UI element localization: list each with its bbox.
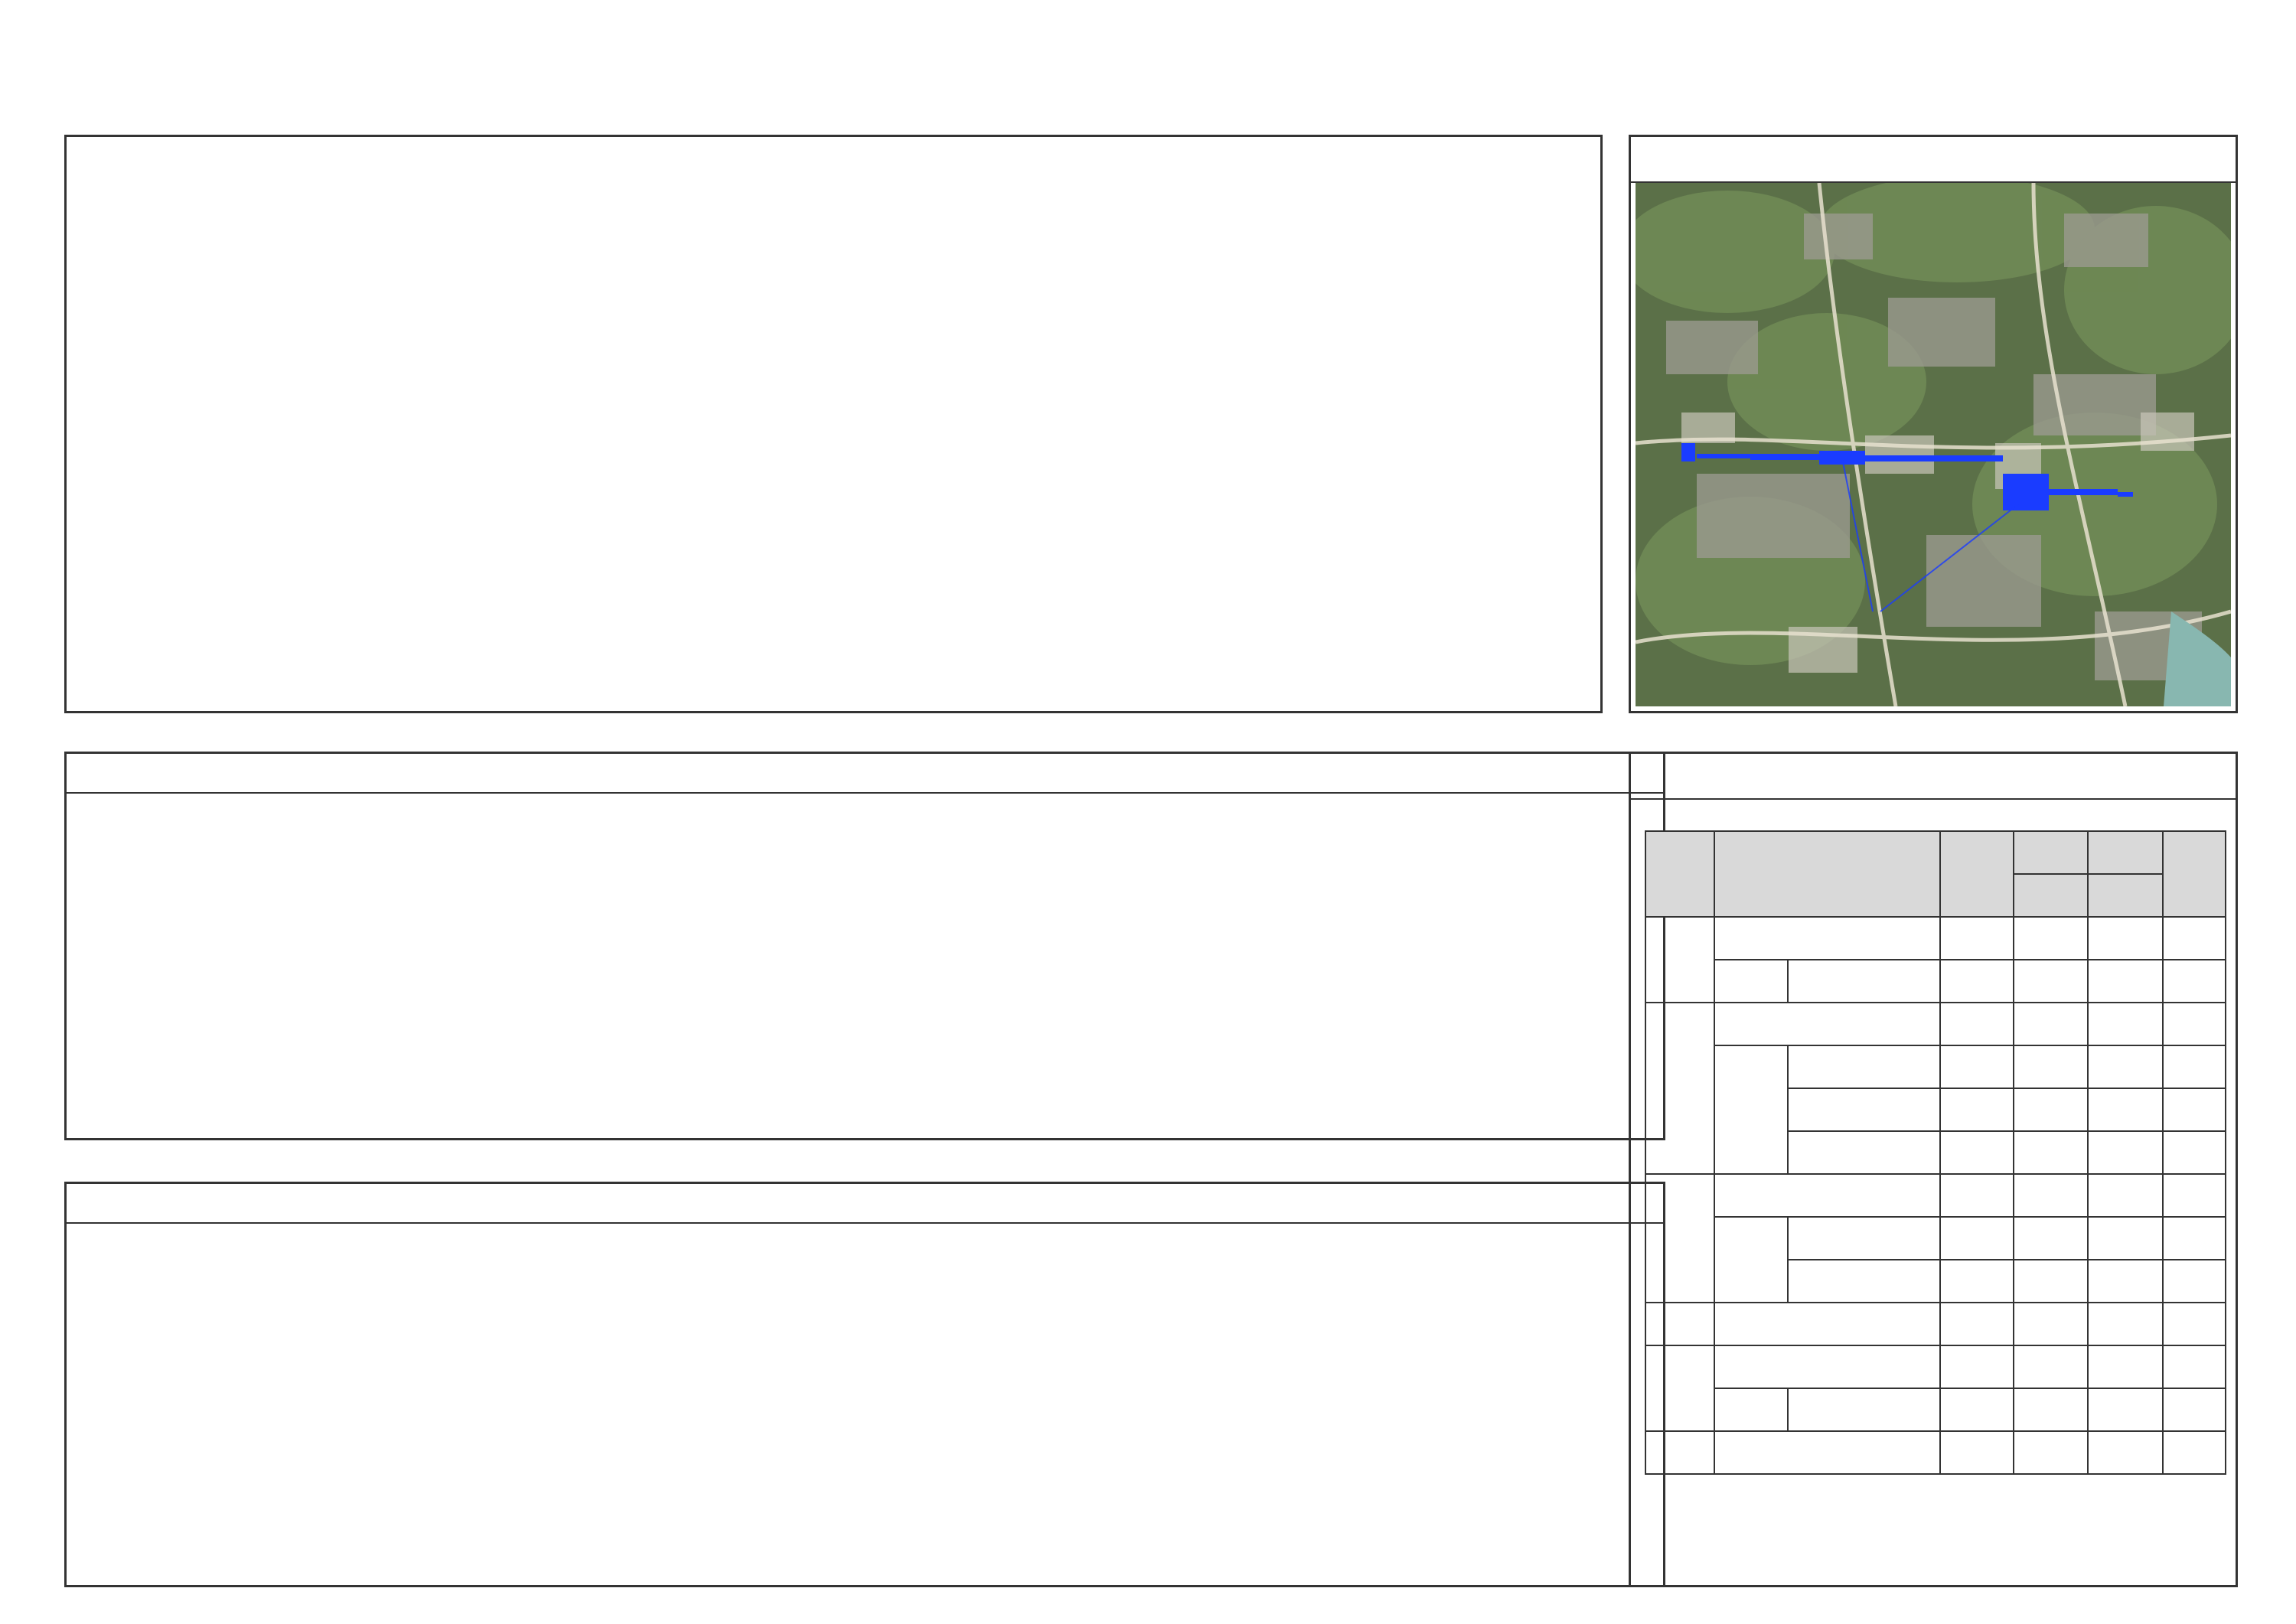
row-diff xyxy=(2163,1045,2226,1088)
location-map-title xyxy=(1631,137,2236,183)
table-row xyxy=(1645,917,2226,960)
row-no xyxy=(1645,1303,1714,1345)
table-row xyxy=(1645,1345,2226,1388)
table-row xyxy=(1645,1388,2226,1431)
row-before xyxy=(2014,1345,2089,1388)
row-after xyxy=(2088,1260,2163,1303)
row-diff xyxy=(2163,1217,2226,1260)
row-name xyxy=(1788,1217,1940,1260)
notice-panel xyxy=(64,135,1603,713)
row-after xyxy=(2088,1131,2163,1174)
row-diff xyxy=(2163,1174,2226,1217)
table-row xyxy=(1645,1303,2226,1345)
table-row xyxy=(1645,1174,2226,1217)
row-name xyxy=(1714,1345,1940,1388)
row-sub-label xyxy=(1714,1217,1788,1303)
row-code xyxy=(1940,960,2014,1003)
row-before xyxy=(2014,1174,2089,1217)
row-code xyxy=(1940,1303,2014,1345)
row-no xyxy=(1645,917,1714,1003)
row-no xyxy=(1645,1345,1714,1431)
row-after xyxy=(2088,1303,2163,1345)
row-after xyxy=(2088,917,2163,960)
row-name xyxy=(1788,1088,1940,1131)
comparison-table xyxy=(1645,830,2226,1475)
table-row xyxy=(1645,1003,2226,1045)
header-area xyxy=(2088,831,2163,874)
row-code xyxy=(1940,1217,2014,1260)
satellite-image-graphic xyxy=(1636,183,2231,706)
row-no xyxy=(1645,1174,1714,1303)
header-area xyxy=(2014,831,2089,874)
row-name xyxy=(1788,960,1940,1003)
before-land-use-map xyxy=(71,795,1655,1136)
row-no xyxy=(1645,1431,1714,1474)
row-diff xyxy=(2163,960,2226,1003)
row-name xyxy=(1714,1303,1940,1345)
row-diff xyxy=(2163,1345,2226,1388)
header-no xyxy=(1645,831,1714,917)
after-land-use-map xyxy=(71,1225,1655,1583)
row-name xyxy=(1714,917,1940,960)
row-sub-label xyxy=(1714,960,1788,1003)
comparison-table-panel xyxy=(1629,752,2238,1587)
row-before xyxy=(2014,1303,2089,1345)
row-diff xyxy=(2163,1003,2226,1045)
row-name xyxy=(1788,1131,1940,1174)
row-sub-label xyxy=(1714,1388,1788,1431)
row-code xyxy=(1940,1174,2014,1217)
row-code xyxy=(1940,1388,2014,1431)
table-row xyxy=(1645,1217,2226,1260)
row-name xyxy=(1788,1045,1940,1088)
row-no xyxy=(1645,1003,1714,1174)
row-after xyxy=(2088,1003,2163,1045)
row-diff xyxy=(2163,1088,2226,1131)
row-after xyxy=(2088,1088,2163,1131)
row-after xyxy=(2088,1174,2163,1217)
before-map-title xyxy=(67,754,1663,794)
row-code xyxy=(1940,1131,2014,1174)
row-before xyxy=(2014,1431,2089,1474)
row-code xyxy=(1940,917,2014,960)
row-name xyxy=(1714,1174,1940,1217)
row-code xyxy=(1940,1431,2014,1474)
row-name xyxy=(1788,1260,1940,1303)
row-name xyxy=(1714,1003,1940,1045)
row-diff xyxy=(2163,1431,2226,1474)
row-sub-label xyxy=(1714,1045,1788,1174)
row-before xyxy=(2014,1388,2089,1431)
row-before xyxy=(2014,1088,2089,1131)
after-map-panel xyxy=(64,1182,1665,1587)
row-diff xyxy=(2163,917,2226,960)
row-after xyxy=(2088,1045,2163,1088)
row-after xyxy=(2088,1217,2163,1260)
row-before xyxy=(2014,917,2089,960)
row-code xyxy=(1940,1088,2014,1131)
header-diff xyxy=(2163,831,2226,917)
row-after xyxy=(2088,1431,2163,1474)
row-after xyxy=(2088,960,2163,1003)
row-name xyxy=(1714,1431,1940,1474)
before-map-panel xyxy=(64,752,1665,1140)
table-row xyxy=(1645,1045,2226,1088)
header-code xyxy=(1940,831,2014,917)
header-before xyxy=(2014,874,2089,917)
row-after xyxy=(2088,1388,2163,1431)
row-code xyxy=(1940,1345,2014,1388)
after-map-title xyxy=(67,1184,1663,1224)
row-code xyxy=(1940,1260,2014,1303)
row-before xyxy=(2014,1217,2089,1260)
table-row xyxy=(1645,1431,2226,1474)
row-diff xyxy=(2163,1260,2226,1303)
row-before xyxy=(2014,1045,2089,1088)
table-row xyxy=(1645,960,2226,1003)
row-before xyxy=(2014,1260,2089,1303)
row-name xyxy=(1788,1388,1940,1431)
row-diff xyxy=(2163,1303,2226,1345)
row-before xyxy=(2014,960,2089,1003)
row-code xyxy=(1940,1045,2014,1088)
row-diff xyxy=(2163,1388,2226,1431)
row-code xyxy=(1940,1003,2014,1045)
header-name xyxy=(1714,831,1940,917)
comparison-table-title xyxy=(1631,754,2236,800)
satellite-image xyxy=(1636,183,2231,706)
row-diff xyxy=(2163,1131,2226,1174)
row-after xyxy=(2088,1345,2163,1388)
row-before xyxy=(2014,1003,2089,1045)
header-after xyxy=(2088,874,2163,917)
location-map-panel xyxy=(1629,135,2238,713)
row-before xyxy=(2014,1131,2089,1174)
